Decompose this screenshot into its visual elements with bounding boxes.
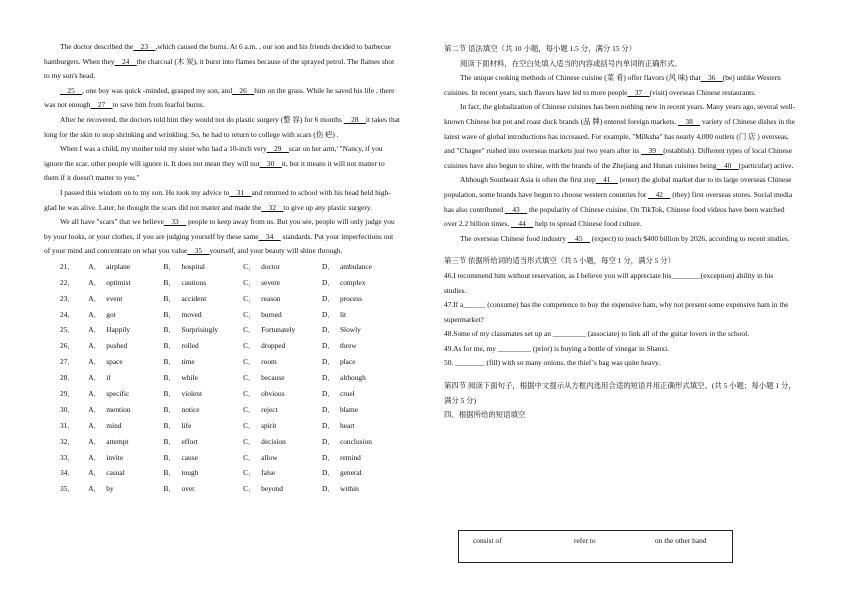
option-c: C． because: [243, 373, 285, 383]
text-run: (establish). Different types of local Chinese cuisines have also begun to shine, with the brands of the Zhejiang and Hunan cuisines being: [444, 146, 793, 170]
question-number: 26．: [60, 341, 75, 351]
option-b: B． accident: [163, 293, 207, 303]
option-text: Fortunately: [261, 325, 296, 335]
answer-blank: 33: [163, 217, 187, 227]
option-a: A． mention: [88, 404, 131, 414]
option-d: D． Slowly: [321, 325, 361, 335]
option-text: accident: [181, 293, 207, 303]
text-run: people to keep away from us. But you see, people will only judge you by your looks, or your clothes, if you are judging yourself by these same: [44, 217, 395, 241]
answer-blank: 23: [133, 42, 156, 51]
option-c: C． spirit: [243, 420, 277, 430]
option-text: place: [339, 357, 356, 367]
answer-blank: 29: [266, 144, 289, 154]
answer-blank: 44: [510, 219, 534, 229]
phrase-3: on the other hand: [655, 536, 707, 545]
option-row: [44, 419, 400, 435]
option-text: event: [106, 293, 123, 303]
option-d: D． cruel: [321, 389, 355, 399]
option-c: C． decision: [243, 436, 286, 446]
section3-heading: 第三节 依据所给词的适当形式填空（共 5 小题，每空 1 分，满分 5 分）: [444, 256, 675, 266]
option-d: D． although: [321, 373, 366, 383]
answer-blank: 35: [187, 246, 210, 256]
option-row: [44, 451, 400, 467]
option-text: remind: [339, 452, 361, 462]
option-text: complex: [339, 277, 366, 287]
question-number: 25．: [60, 325, 75, 335]
option-row: [44, 260, 400, 276]
option-text: dropped: [261, 341, 286, 351]
option-text: casual: [106, 468, 125, 478]
text-run: , one boy was quick -minded, grasped my son, and: [82, 85, 233, 95]
option-row: [44, 435, 400, 451]
section3-item: [444, 269, 796, 298]
section4-subheading: 四、根据所给的短语填空: [444, 410, 526, 420]
phrase-2: refer to: [574, 536, 596, 545]
option-c: C． beyond: [243, 484, 283, 494]
option-text: pushed: [106, 341, 128, 351]
option-text: general: [339, 468, 362, 478]
option-text: invite: [106, 452, 124, 462]
text-run: it takes that long for the skin to stop shrinking and wrinkling. So, he had to return to college with scars (伤 疤) .: [44, 114, 400, 139]
answer-blank: 40: [716, 160, 739, 170]
option-text: space: [106, 357, 123, 367]
option-text: cruel: [339, 389, 355, 399]
question-number: 27．: [60, 357, 75, 367]
answer-blank: 41: [595, 175, 618, 185]
option-d: D． process: [321, 293, 363, 303]
option-text: by: [106, 484, 114, 494]
answer-blank: 30: [259, 158, 282, 168]
text-run: the charcoal (木 炭), it burst into flames because of the sprayed petrol. The flames shot to my son's head.: [44, 56, 395, 81]
question-number: 33．: [60, 452, 75, 462]
text-run: The overseas Chinese food industry: [460, 233, 568, 243]
option-text: specific: [106, 389, 130, 399]
text-run: (visit) overseas Chinese restaurants.: [649, 87, 756, 97]
option-row: [44, 482, 400, 498]
right-column: [444, 40, 796, 423]
text-run: In fact, the globalization of Chinese cuisines has been nothing new in recent years. Many years ago, several well-known Chinese hot pot and roast duck brands (品 牌) entered foreign markets.: [444, 102, 796, 126]
option-b: B． cautious: [163, 277, 207, 287]
text-run: (enter) the global market due to its large overseas Chinese population, some brands have begun to choose western countries for: [444, 175, 792, 199]
option-b: B． moved: [163, 309, 202, 319]
option-a: A． mind: [88, 420, 122, 430]
option-text: because: [261, 373, 285, 383]
answer-blank: 42: [648, 189, 671, 199]
option-b: B． tough: [163, 468, 199, 478]
text-run: ,which caused the burns. At 6 a.m. , our son and his friends decided to barbecue hamburgers. When they: [44, 42, 392, 66]
option-text: false: [261, 468, 276, 478]
text-run: 50. ________ (fill) with so many onions, the thief’s bag was quite heavy.: [444, 358, 661, 368]
option-text: time: [181, 357, 195, 367]
question-number: 31．: [60, 420, 75, 430]
question-number: 32．: [60, 436, 75, 446]
option-d: D． place: [321, 357, 356, 367]
option-text: although: [339, 373, 366, 383]
option-a: A． casual: [88, 468, 125, 478]
option-b: B． effort: [163, 436, 198, 446]
option-text: notice: [181, 404, 200, 414]
option-text: heart: [339, 420, 355, 430]
phrase-1: consist of: [473, 536, 502, 545]
option-text: optimist: [106, 277, 131, 287]
option-row: [44, 339, 400, 355]
option-row: [44, 403, 400, 419]
answer-blank: 43: [504, 204, 528, 214]
option-text: airplane: [106, 261, 131, 271]
option-text: reason: [261, 293, 281, 303]
option-text: decision: [261, 436, 286, 446]
option-text: mind: [106, 420, 122, 430]
option-b: B． rolled: [163, 341, 199, 351]
option-row: [44, 387, 400, 403]
option-text: over: [181, 484, 195, 494]
option-c: C． reason: [243, 293, 281, 303]
answer-blank: 37: [627, 87, 650, 97]
option-text: violent: [181, 389, 203, 399]
option-text: hospital: [181, 261, 205, 271]
option-text: Happily: [106, 325, 131, 335]
option-text: Slowly: [339, 325, 361, 335]
text-run: it, but it means it will not matter to them if it doesn't matter to you.": [44, 158, 385, 183]
option-text: burned: [261, 309, 282, 319]
section2-instruction: 阅读下面材料，在空白处填入适当的内容或括号内单词的正确形式。: [460, 58, 682, 68]
text-run: The doctor described the: [60, 42, 134, 51]
option-text: Surprisingly: [181, 325, 219, 335]
text-run: 46.I recommend him without reservation, as I believe you will appreciate his: [444, 270, 672, 280]
question-number: 29．: [60, 389, 75, 399]
option-c: C． false: [243, 468, 276, 478]
option-text: attempt: [106, 436, 129, 446]
option-a: A． event: [88, 293, 123, 303]
option-text: got: [106, 309, 116, 319]
option-text: while: [181, 373, 198, 383]
section3-item: [444, 356, 796, 371]
option-row: [44, 276, 400, 292]
option-text: beyond: [261, 484, 283, 494]
option-c: C． dropped: [243, 341, 286, 351]
text-run: (particular) active.: [738, 160, 794, 170]
text-run: and returned to school with his head held high- glad he was alive. Later, he thought the scars did not matter and made the: [44, 187, 391, 212]
option-text: ambulance: [339, 261, 372, 271]
text-run: to give up any plastic surgery.: [283, 202, 372, 212]
option-b: B． life: [163, 420, 192, 430]
answer-blank: 34: [258, 231, 281, 241]
section2-heading: 第二节 语法填空（共 10 小题，每小题 1.5 分，满分 15 分）: [444, 44, 637, 53]
answer-blank: 27: [90, 100, 113, 110]
text-run: (they) first overseas stores. Social media has also contributed: [444, 189, 793, 214]
question-number: 35．: [60, 484, 75, 494]
option-a: A． airplane: [88, 261, 131, 271]
section2-paragraph-2: [444, 100, 796, 173]
option-text: rolled: [181, 341, 199, 351]
option-d: D． lit: [321, 309, 347, 319]
answer-blank: 25: [60, 85, 83, 95]
section3-items: [444, 269, 796, 371]
section2-paragraph-1: [444, 71, 796, 100]
option-text: spirit: [261, 420, 277, 430]
section3-item: [444, 342, 796, 357]
option-a: A． if: [88, 373, 111, 383]
text-run: him on the grass. While he saved his life , there was not enough: [44, 85, 395, 110]
option-c: C． room: [243, 357, 277, 367]
option-c: C． obvious: [243, 389, 285, 399]
answer-blank: 26: [232, 85, 255, 95]
option-a: A． specific: [88, 389, 130, 399]
option-row: [44, 466, 400, 482]
option-text: moved: [181, 309, 202, 319]
text-run: When I was a child, my mother told my sister who had a 10-inch very: [60, 144, 267, 154]
text-run: After he recovered, the doctors told him they would not do plastic surgery (整 容) for 6 months: [60, 114, 344, 124]
option-c: C． burned: [243, 309, 282, 319]
option-d: D． general: [321, 468, 362, 478]
option-text: mention: [106, 404, 131, 414]
passage1-paragraph-1: [44, 40, 400, 84]
option-text: effort: [181, 436, 198, 446]
text-run: help to spread Chinese food culture.: [533, 219, 642, 229]
option-text: conclusion: [339, 436, 372, 446]
option-a: A． attempt: [88, 436, 129, 446]
option-b: B． violent: [163, 389, 203, 399]
question-number: 30．: [60, 404, 75, 414]
option-d: D． ambulance: [321, 261, 372, 271]
text-run: the popularity of Chinese cuisine. On TikTok, Chinese food videos have been watched over 2.2 billion times,: [444, 204, 785, 229]
option-b: B． time: [163, 357, 195, 367]
answer-blank: 38: [677, 116, 701, 126]
option-text: process: [339, 293, 363, 303]
text-run: Although Southeast Asia is often the first step: [460, 175, 596, 185]
section3-item: [444, 298, 796, 327]
option-text: reject: [261, 404, 278, 414]
text-run: scar on her arm,' "Nancy, if you ignore the scar, other people will ignore it. It does not mean they will not: [44, 144, 383, 168]
option-row: [44, 371, 400, 387]
text-run: (exception) ability in his studies.: [444, 270, 774, 295]
question-number: 21．: [60, 261, 75, 271]
option-row: [44, 308, 400, 324]
question-number: 34．: [60, 468, 75, 478]
left-column: [44, 40, 400, 498]
option-text: severe: [261, 277, 281, 287]
text-run: We all have "scars" that we believe: [60, 217, 164, 227]
option-c: C． reject: [243, 404, 278, 414]
section2-paragraph-3: [444, 173, 796, 231]
option-text: blame: [339, 404, 358, 414]
option-text: lit: [339, 309, 347, 319]
passage1-paragraph-2: [44, 84, 400, 113]
option-a: A． got: [88, 309, 116, 319]
passage1-paragraph-4: [44, 142, 400, 186]
text-run: standards. Put your imperfections out of your mind and concentrate on what you value: [44, 231, 394, 256]
option-c: C． allow: [243, 452, 278, 462]
option-a: A． pushed: [88, 341, 128, 351]
answer-blank: 45: [567, 233, 590, 243]
option-b: B． Surprisingly: [163, 325, 219, 335]
option-b: B． notice: [163, 404, 200, 414]
option-d: D． heart: [321, 420, 355, 430]
answer-blank: 36: [700, 73, 723, 83]
option-a: A． by: [88, 484, 114, 494]
option-text: threw: [339, 341, 357, 351]
option-b: B． while: [163, 373, 198, 383]
option-a: A． space: [88, 357, 123, 367]
option-d: D． remind: [321, 452, 361, 462]
section4-heading: 第四节 阅读下面句子，根据中文提示从方框内选用合适的短语并用正确形式填空。(共 5 小题；每小题 1 分，满分 5 分): [444, 381, 796, 405]
option-text: doctor: [261, 261, 281, 271]
question-number: 22．: [60, 277, 75, 287]
text-run: (be) unlike Western cuisines. In recent years, such flavors have led to more people: [444, 73, 781, 97]
section3-item: [444, 327, 796, 342]
section2-paragraph-4: [444, 232, 796, 247]
option-row: [44, 355, 400, 371]
option-text: cautious: [181, 277, 207, 287]
text-run: The unique cooking methods of Chinese cuisine (菜 肴) offer flavors (风 味) that: [460, 73, 701, 83]
option-d: D． threw: [321, 341, 357, 351]
option-text: allow: [261, 452, 278, 462]
option-text: within: [339, 484, 359, 494]
option-c: C． doctor: [243, 261, 281, 271]
option-row: [44, 323, 400, 339]
answer-blank: 39: [641, 146, 664, 156]
text-run: yourself, and your beauty will shine through.: [209, 246, 343, 256]
answer-blank: 24: [114, 56, 137, 66]
text-run: variety of Chinese dishes in the latest wave of global introductions has increased. For example, "Milksha" has nearly 4,000 outlets (门 店 ) overseas, and "Chagee" rushed into overseas markets just two years after its: [444, 116, 795, 156]
option-a: A． Happily: [88, 325, 131, 335]
option-text: tough: [181, 468, 199, 478]
option-text: obvious: [261, 389, 285, 399]
text-run: 48.Some of my classmates set up an _________ (associate) to link all of the guitar lovers in the school.: [444, 329, 750, 339]
option-a: A． optimist: [88, 277, 131, 287]
question-number: 23．: [60, 293, 75, 303]
text-run: 47.If a______ (consume) has the competence to buy the expensive ham, why not present some expensive ham in the supermarket?: [444, 300, 789, 324]
option-a: A． invite: [88, 452, 124, 462]
option-c: C． severe: [243, 277, 281, 287]
options-table: [44, 260, 400, 498]
option-text: cause: [181, 452, 198, 462]
option-d: D． within: [321, 484, 359, 494]
option-row: [44, 292, 400, 308]
option-d: D． blame: [321, 404, 358, 414]
text-run: (expect) to reach $400 billion by 2026, according to recent studies.: [589, 233, 790, 243]
text-run: to save him from fearful burns.: [112, 100, 205, 110]
text-run: I passed this wisdom on to my son. He took my advice to: [60, 187, 230, 197]
option-b: B． hospital: [163, 261, 205, 271]
option-text: room: [261, 357, 277, 367]
answer-blank: 28: [343, 114, 366, 124]
question-number: 24．: [60, 309, 75, 319]
passage1-paragraph-3: [44, 113, 400, 142]
passage1-paragraph-6: [44, 215, 400, 259]
text-run: ________: [671, 270, 701, 280]
answer-blank: 32: [261, 202, 284, 212]
option-b: B． cause: [163, 452, 198, 462]
question-number: 28．: [60, 373, 75, 383]
option-d: D． complex: [321, 277, 366, 287]
option-text: life: [181, 420, 192, 430]
option-b: B． over: [163, 484, 195, 494]
text-run: 49.As for me, my _________ (prior) is buying a bottle of vinegar in Shanxi.: [444, 343, 669, 353]
option-d: D． conclusion: [321, 436, 372, 446]
option-text: if: [106, 373, 111, 383]
answer-blank: 31: [229, 187, 252, 197]
option-c: C． Fortunately: [243, 325, 296, 335]
passage1-paragraph-5: [44, 186, 400, 215]
phrase-box: [458, 530, 733, 563]
